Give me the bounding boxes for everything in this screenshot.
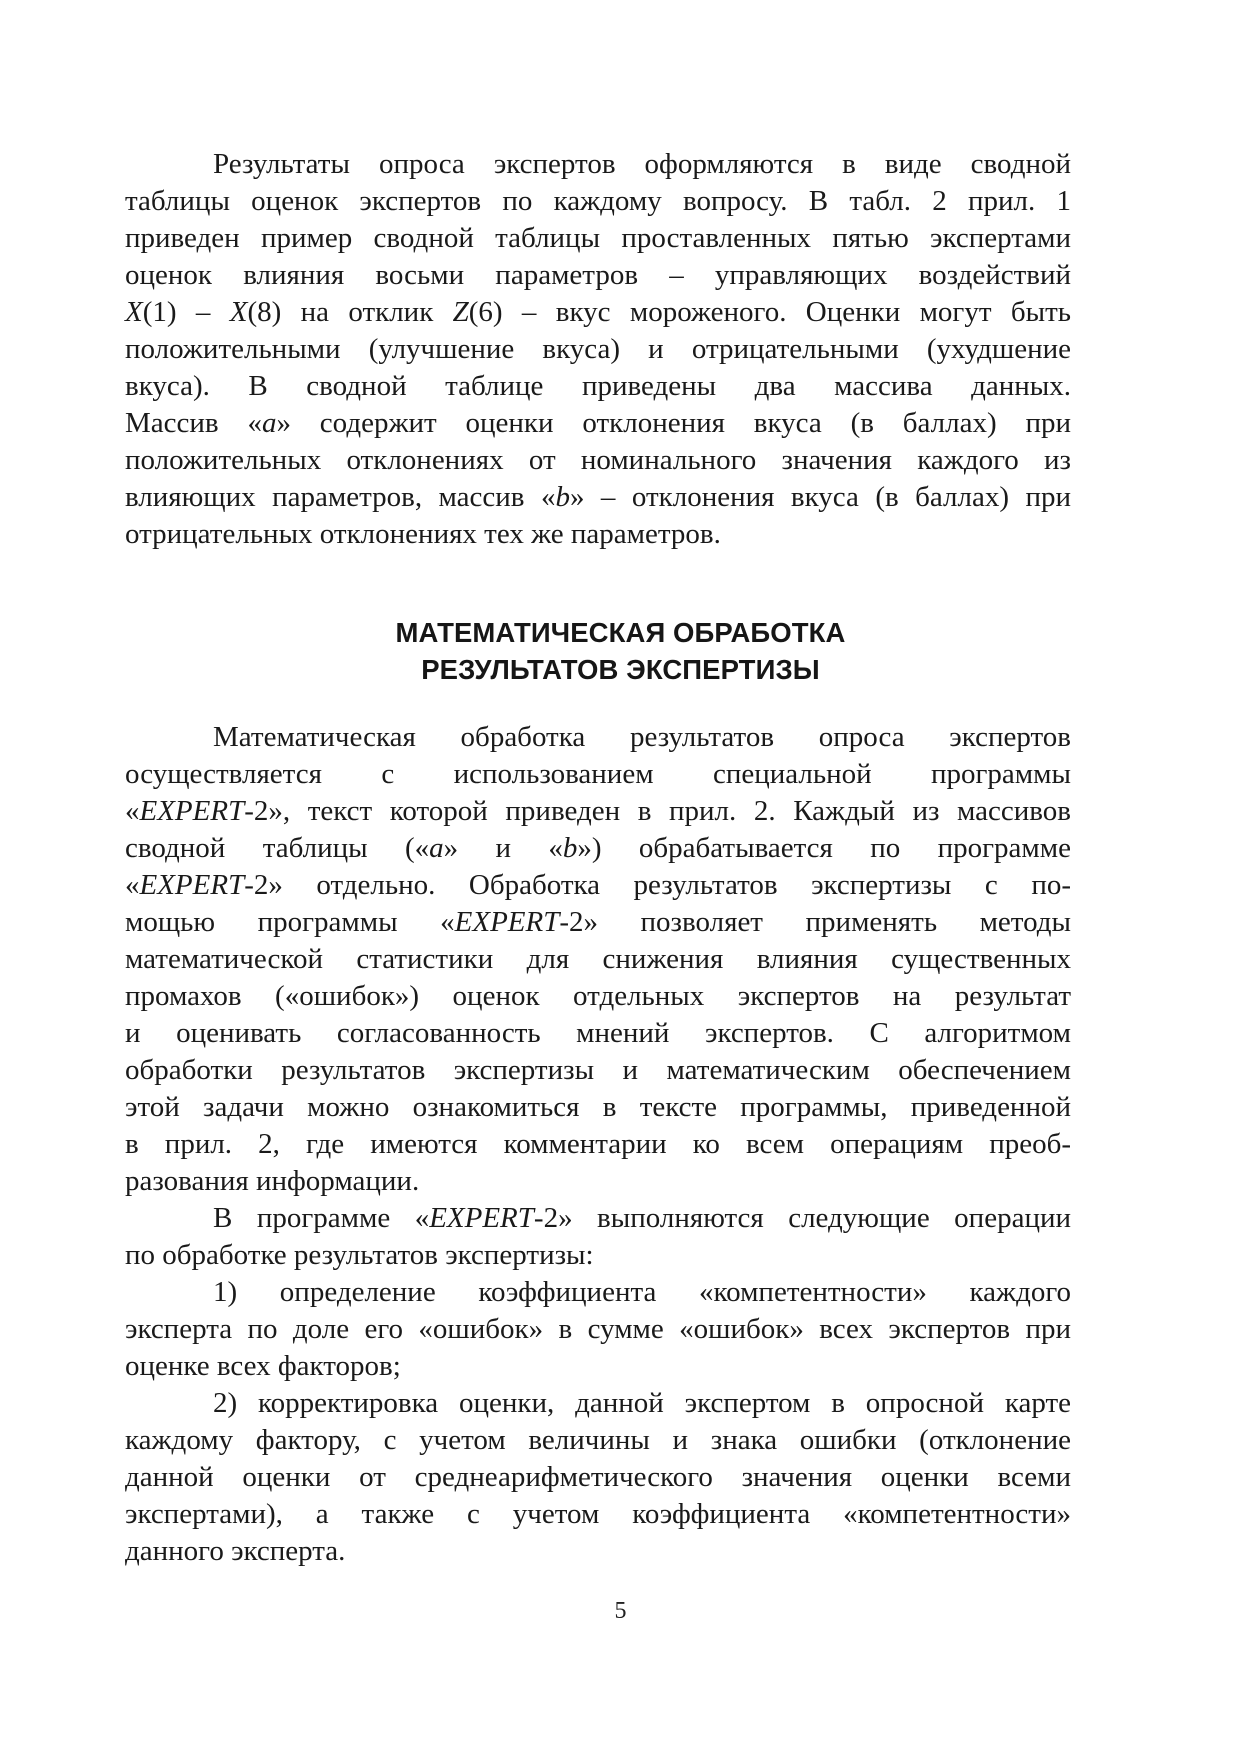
text-line: положительными (улучшение вкуса) и отрицательными (ухудшение xyxy=(125,333,1071,365)
text-line: «EXPERT-2» отдельно. Обработка результатов экспертизы с по- xyxy=(125,869,1071,901)
text-line: оценок влияния восьми параметров – управляющих воздействий xyxy=(125,259,1071,291)
text-line: обработки результатов экспертизы и математическим обеспечением xyxy=(125,1054,1071,1086)
text-line: оценке всех факторов; xyxy=(125,1350,401,1382)
text-line: математической статистики для снижения влияния существенных xyxy=(125,943,1071,975)
paragraph-1 xyxy=(125,146,1071,553)
text-line: данного эксперта. xyxy=(125,1535,346,1567)
text-line: X(1) – X(8) на отклик Z(6) – вкус мороженого. Оценки могут быть xyxy=(125,296,1071,328)
text-line: промахов («ошибок») оценок отдельных экспертов на результат xyxy=(125,980,1071,1012)
text-line: сводной таблицы («a» и «b») обрабатывается по программе xyxy=(125,832,1071,864)
section-heading-line-1: МАТЕМАТИЧЕСКАЯ ОБРАБОТКА xyxy=(395,617,846,648)
text-line: 2) корректировка оценки, данной экспертом в опросной карте xyxy=(213,1387,1071,1419)
text-line: таблицы оценок экспертов по каждому вопросу. В табл. 2 прил. 1 xyxy=(125,185,1071,217)
text-line: эксперта по доле его «ошибок» в сумме «ошибок» всех экспертов при xyxy=(125,1313,1071,1345)
text-line: В программе «EXPERT-2» выполняются следующие операции xyxy=(213,1202,1072,1234)
text-line: разования информации. xyxy=(125,1165,420,1197)
text-line: мощью программы «EXPERT-2» позволяет применять методы xyxy=(125,906,1072,938)
text-line: экспертами), а также с учетом коэффициента «компетентности» xyxy=(125,1498,1071,1530)
text-line: этой задачи можно ознакомиться в тексте программы, приведенной xyxy=(125,1091,1071,1123)
text-line: 1) определение коэффициента «компетентности» каждого xyxy=(213,1276,1071,1308)
text-line: данной оценки от среднеарифметического значения оценки всеми xyxy=(125,1461,1071,1493)
text-line: Массив «a» содержит оценки отклонения вкуса (в баллах) при xyxy=(125,407,1071,439)
section-heading-line-2: РЕЗУЛЬТАТОВ ЭКСПЕРТИЗЫ xyxy=(421,654,820,685)
text-line: приведен пример сводной таблицы проставленных пятью экспертами xyxy=(125,222,1071,254)
text-line: по обработке результатов экспертизы: xyxy=(125,1239,594,1271)
text-line: каждому фактору, с учетом величины и знака ошибки (отклонение xyxy=(125,1424,1071,1456)
page-number: 5 xyxy=(614,1598,627,1624)
text-line: и оценивать согласованность мнений экспертов. С алгоритмом xyxy=(125,1017,1071,1049)
text-line: Результаты опроса экспертов оформляются в виде сводной xyxy=(213,148,1071,180)
text-line: «EXPERT-2», текст которой приведен в прил. 2. Каждый из массивов xyxy=(125,795,1071,827)
text-line: отрицательных отклонениях тех же параметров. xyxy=(125,518,721,550)
text-line: в прил. 2, где имеются комментарии ко всем операциям преоб- xyxy=(125,1128,1071,1160)
text-line: положительных отклонениях от номинального значения каждого из xyxy=(125,444,1071,476)
paragraph-3 xyxy=(125,1200,1071,1274)
paragraph-2 xyxy=(125,719,1071,1200)
text-line: влияющих параметров, массив «b» – отклонения вкуса (в баллах) при xyxy=(125,481,1071,513)
list-item-1 xyxy=(125,1274,1071,1385)
text-line: Математическая обработка результатов опроса экспертов xyxy=(213,721,1071,753)
text-line: вкуса). В сводной таблице приведены два массива данных. xyxy=(125,370,1071,402)
list-item-2 xyxy=(125,1385,1071,1570)
text-line: осуществляется с использованием специальной программы xyxy=(125,758,1071,790)
